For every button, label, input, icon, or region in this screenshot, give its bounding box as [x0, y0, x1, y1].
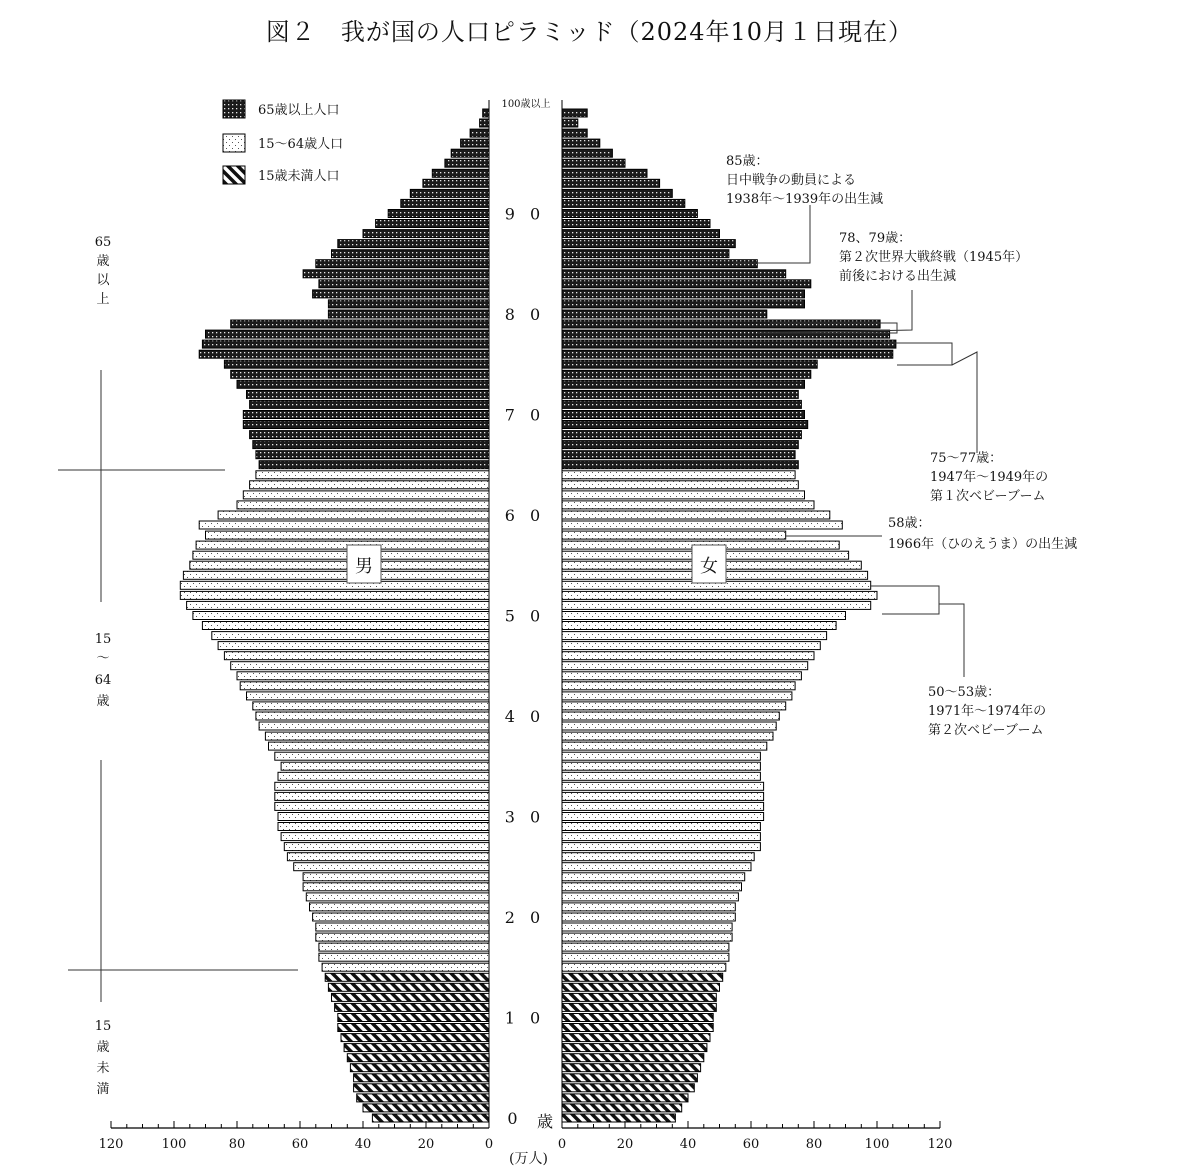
male-bar-age-60 — [218, 511, 489, 519]
male-bar-age-40 — [256, 712, 489, 720]
female-bar-age-1 — [562, 1104, 682, 1112]
x-tick-label-female-120: 120 — [927, 1137, 953, 1152]
female-bar-age-91 — [562, 199, 685, 207]
female-bar-age-82 — [562, 290, 805, 298]
female-bar-age-29 — [562, 823, 760, 831]
male-bar-age-15 — [322, 963, 489, 971]
female-bar-age-74 — [562, 370, 811, 378]
legend-label-young: 15歳未満人口 — [258, 169, 340, 184]
male-bar-age-45 — [231, 662, 489, 670]
female-bar-age-67 — [562, 441, 798, 449]
x-tick-label-male-100: 100 — [161, 1137, 187, 1152]
male-bar-age-56 — [193, 551, 489, 559]
x-tick-label-female-0: 0 — [557, 1137, 567, 1152]
male-bar-age-3 — [354, 1084, 489, 1092]
side-label-young-2: 歳 — [96, 1040, 110, 1055]
male-bar-age-69 — [243, 421, 489, 429]
male-bar-age-37 — [269, 742, 490, 750]
female-bar-age-16 — [562, 953, 729, 961]
female-bar-age-35 — [562, 762, 760, 770]
female-bar-age-90 — [562, 210, 697, 218]
female-bar-age-100 — [562, 109, 587, 117]
female-bar-age-81 — [562, 300, 805, 308]
male-bar-age-47 — [218, 642, 489, 650]
male-bar-age-5 — [350, 1064, 489, 1072]
male-bar-age-6 — [347, 1054, 489, 1062]
female-bar-age-62 — [562, 491, 805, 499]
male-bar-age-50 — [193, 612, 489, 620]
male-bar-age-67 — [253, 441, 489, 449]
female-bar-age-27 — [562, 843, 760, 851]
male-bar-age-82 — [313, 290, 489, 298]
female-bar-age-61 — [562, 501, 814, 509]
leader-85 — [733, 205, 810, 263]
age-tick-10: 1 0 — [504, 1008, 546, 1028]
side-label-young-3: 未 — [96, 1061, 110, 1076]
male-bar-age-83 — [319, 280, 489, 288]
annotation-75-77-line1: 75～77歳： — [930, 451, 1003, 466]
male-bar-age-59 — [199, 521, 489, 529]
male-bar-age-58 — [206, 531, 490, 539]
male-bar-age-20 — [313, 913, 489, 921]
male-bar-age-64 — [256, 471, 489, 479]
x-tick-label-male-80: 80 — [228, 1137, 246, 1152]
male-bar-age-71 — [250, 400, 489, 408]
female-bar-age-8 — [562, 1034, 710, 1042]
age-tick-50: 5 0 — [504, 606, 546, 626]
male-bar-age-16 — [319, 953, 489, 961]
female-bar-age-86 — [562, 250, 729, 258]
female-bar-age-80 — [562, 310, 767, 318]
male-bar-age-63 — [250, 481, 489, 489]
male-bar-age-25 — [294, 863, 489, 871]
annotation-58 — [888, 515, 1077, 552]
female-bar-age-96 — [562, 149, 612, 157]
side-label-old-2: 歳 — [96, 254, 110, 269]
female-bar-age-10 — [562, 1014, 713, 1022]
male-bar-age-87 — [338, 240, 489, 248]
male-bar-age-22 — [306, 893, 489, 901]
female-bar-age-6 — [562, 1054, 704, 1062]
annotation-75-77 — [930, 450, 1048, 504]
female-bar-age-18 — [562, 933, 732, 941]
female-bar-age-26 — [562, 853, 754, 861]
male-bar-age-74 — [231, 370, 489, 378]
legend-swatch-young — [223, 166, 245, 184]
female-bar-age-99 — [562, 119, 578, 127]
male-bar-age-14 — [325, 973, 489, 981]
male-bar-age-11 — [335, 1003, 489, 1011]
male-bar-age-84 — [303, 270, 489, 278]
female-bar-age-25 — [562, 863, 751, 871]
male-bar-age-30 — [278, 813, 489, 821]
male-bar-age-55 — [190, 561, 489, 569]
female-bar-age-15 — [562, 963, 726, 971]
male-bar-age-51 — [187, 601, 489, 609]
annotation-85-line3: 1938年～1939年の出生減 — [726, 192, 884, 207]
male-bar-age-24 — [303, 873, 489, 881]
male-bar-age-85 — [316, 260, 489, 268]
female-label — [692, 545, 726, 583]
annotation-50-53-line2: 1971年～1974年の — [928, 704, 1047, 719]
chart-title: 図２ 我が国の人口ピラミッド（2024年10月１日現在） — [265, 18, 914, 46]
annotation-58-line2: 1966年（ひのえうま）の出生減 — [888, 537, 1078, 552]
female-bar-age-30 — [562, 813, 764, 821]
male-bar-age-100 — [483, 109, 489, 117]
female-bar-age-9 — [562, 1024, 713, 1032]
male-bar-age-32 — [275, 792, 489, 800]
female-bar-age-4 — [562, 1074, 697, 1082]
male-bar-age-1 — [363, 1104, 489, 1112]
male-bar-age-75 — [224, 360, 489, 368]
male-bar-age-4 — [354, 1074, 489, 1082]
age-axis — [505, 205, 545, 1129]
male-bar-age-98 — [470, 129, 489, 137]
male-bar-age-31 — [275, 802, 489, 810]
female-label-text: 女 — [700, 556, 718, 577]
annotation-75-77-line2: 1947年～1949年の — [930, 470, 1049, 485]
male-bar-age-92 — [410, 189, 489, 197]
male-bar-age-33 — [275, 782, 489, 790]
male-bar-age-72 — [247, 390, 490, 398]
female-bar-age-32 — [562, 792, 764, 800]
annotation-85-line2: 日中戦争の動員による — [726, 173, 857, 188]
female-bar-age-38 — [562, 732, 773, 740]
female-bar-age-41 — [562, 702, 786, 710]
x-unit-label: (万人) — [509, 1151, 548, 1166]
male-bar-age-53 — [180, 581, 489, 589]
x-tick-label-male-60: 60 — [291, 1137, 309, 1152]
legend-label-work: 15～64歳人口 — [258, 137, 344, 152]
male-bar-age-77 — [202, 340, 489, 348]
female-bar-age-40 — [562, 712, 779, 720]
male-bar-age-46 — [224, 652, 489, 660]
side-label-work-2: ～ — [96, 651, 110, 666]
annotation-50-53-line3: 第２次ベビーブーム — [928, 723, 1044, 738]
female-bar-age-92 — [562, 189, 672, 197]
female-bar-age-64 — [562, 471, 795, 479]
male-bar-age-76 — [199, 350, 489, 358]
female-bar-age-42 — [562, 692, 792, 700]
female-bar-age-43 — [562, 682, 795, 690]
female-bar-age-44 — [562, 672, 801, 680]
side-label-young-4: 満 — [96, 1082, 110, 1097]
male-bar-age-88 — [363, 230, 489, 238]
male-bar-age-78 — [206, 330, 490, 338]
female-bar-age-98 — [562, 129, 587, 137]
female-bar-age-97 — [562, 139, 600, 147]
female-bar-age-24 — [562, 873, 745, 881]
female-bar-age-49 — [562, 622, 836, 630]
male-bar-age-96 — [451, 149, 489, 157]
female-bar-age-21 — [562, 903, 735, 911]
side-label-old-1: 65 — [94, 235, 112, 250]
male-bar-age-36 — [275, 752, 489, 760]
male-bar-age-79 — [231, 320, 489, 328]
female-bar-age-93 — [562, 179, 660, 187]
male-bar-age-29 — [278, 823, 489, 831]
male-bar-age-49 — [202, 622, 489, 630]
female-bar-age-17 — [562, 943, 729, 951]
female-bar-age-2 — [562, 1094, 688, 1102]
male-bar-age-52 — [180, 591, 489, 599]
male-bar-age-2 — [357, 1094, 489, 1102]
male-bar-age-10 — [338, 1014, 489, 1022]
female-bar-age-60 — [562, 511, 830, 519]
female-bar-age-34 — [562, 772, 760, 780]
female-bar-age-12 — [562, 993, 716, 1001]
side-label-young — [95, 1019, 112, 1097]
x-tick-label-female-40: 40 — [679, 1137, 697, 1152]
male-bar-age-28 — [281, 833, 489, 841]
leader-75-77 — [882, 343, 977, 453]
female-bar-age-46 — [562, 652, 814, 660]
side-label-work-3: 64 — [94, 673, 112, 688]
male-bar-age-65 — [259, 461, 489, 469]
side-label-young-1: 15 — [94, 1019, 112, 1034]
legend — [223, 100, 343, 184]
female-bar-age-7 — [562, 1044, 707, 1052]
female-bar-age-79 — [562, 320, 880, 328]
female-bar-age-51 — [562, 601, 871, 609]
male-bar-age-44 — [237, 672, 489, 680]
male-bar-age-21 — [310, 903, 490, 911]
annotation-78-79 — [839, 230, 1028, 284]
female-bar-age-66 — [562, 451, 795, 459]
age-tick-80: 8 0 — [504, 305, 546, 324]
side-label-old — [95, 235, 112, 307]
legend-swatch-old — [223, 100, 245, 118]
x-tick-label-male-40: 40 — [354, 1137, 372, 1152]
male-bar-age-48 — [212, 632, 489, 640]
female-bar-age-39 — [562, 722, 776, 730]
female-bar-age-59 — [562, 521, 842, 529]
x-tick-label-female-60: 60 — [742, 1137, 760, 1152]
female-bar-age-75 — [562, 360, 817, 368]
age-tick-20: 2 0 — [504, 908, 546, 927]
male-bar-age-13 — [328, 983, 489, 991]
female-bar-age-85 — [562, 260, 757, 268]
female-bar-age-89 — [562, 220, 710, 228]
female-bar-age-94 — [562, 169, 647, 177]
male-bar-age-81 — [328, 300, 489, 308]
annotation-58-line1: 58歳： — [888, 516, 931, 531]
age-tick-30: 3 0 — [504, 807, 546, 827]
male-bar-age-91 — [401, 199, 489, 207]
female-bar-age-72 — [562, 390, 798, 398]
female-bar-age-76 — [562, 350, 893, 358]
female-bar-age-36 — [562, 752, 760, 760]
annotation-78-79-line3: 前後における出生減 — [839, 269, 957, 284]
age-tick-40: 4 0 — [504, 707, 546, 726]
male-bar-age-68 — [250, 431, 489, 439]
annotation-75-77-line3: 第１次ベビーブーム — [930, 489, 1046, 504]
annotation-85-line1: 85歳： — [726, 154, 769, 169]
female-bar-age-50 — [562, 612, 846, 620]
female-bar-age-45 — [562, 662, 808, 670]
annotation-78-79-line2: 第２次世界大戦終戦（1945年） — [839, 250, 1029, 265]
male-bar-age-35 — [281, 762, 489, 770]
female-bar-age-0 — [562, 1114, 675, 1122]
female-bar-age-28 — [562, 833, 760, 841]
female-bar-age-3 — [562, 1084, 694, 1092]
male-bar-age-70 — [243, 411, 489, 419]
male-bar-age-12 — [332, 993, 490, 1001]
x-tick-label-female-80: 80 — [805, 1137, 823, 1152]
age-unit-label: 歳 — [537, 1112, 554, 1131]
female-bar-age-22 — [562, 893, 738, 901]
x-tick-label-male-0: 0 — [484, 1137, 494, 1152]
male-bar-age-57 — [196, 541, 489, 549]
side-label-old-3: 以 — [96, 273, 110, 288]
x-tick-label-female-100: 100 — [864, 1137, 890, 1152]
female-bar-age-63 — [562, 481, 798, 489]
male-bar-age-90 — [388, 210, 489, 218]
age-tick-60: 6 0 — [504, 506, 546, 525]
female-bar-age-20 — [562, 913, 735, 921]
female-bar-age-69 — [562, 421, 808, 429]
male-bar-age-42 — [247, 692, 490, 700]
female-bar-age-33 — [562, 782, 764, 790]
male-bar-age-39 — [259, 722, 489, 730]
male-bar-age-43 — [240, 682, 489, 690]
female-bar-age-31 — [562, 802, 764, 810]
female-bar-age-58 — [562, 531, 786, 539]
male-bar-age-7 — [344, 1044, 489, 1052]
male-bar-age-19 — [316, 923, 489, 931]
male-bar-age-8 — [341, 1034, 489, 1042]
age-tick-70: 7 0 — [504, 405, 546, 425]
female-bar-age-52 — [562, 591, 877, 599]
male-bar-age-62 — [243, 491, 489, 499]
age-tick-0: 0 — [507, 1109, 523, 1128]
male-bar-age-17 — [319, 943, 489, 951]
female-bar-age-37 — [562, 742, 767, 750]
legend-swatch-work — [223, 134, 245, 152]
female-bar-age-65 — [562, 461, 798, 469]
male-label-text: 男 — [355, 556, 373, 577]
male-bar-age-34 — [278, 772, 489, 780]
x-tick-label-male-20: 20 — [417, 1137, 435, 1152]
male-bar-age-80 — [328, 310, 489, 318]
female-bar-age-70 — [562, 411, 805, 419]
leader-50-53 — [870, 586, 964, 677]
female-bar-age-48 — [562, 632, 827, 640]
annotation-85 — [726, 153, 883, 207]
male-bar-age-38 — [265, 732, 489, 740]
side-label-work — [95, 632, 112, 709]
female-bar-age-87 — [562, 240, 735, 248]
side-label-old-4: 上 — [96, 292, 110, 307]
female-bar-age-95 — [562, 159, 625, 167]
male-bar-age-73 — [237, 380, 489, 388]
annotation-78-79-line1: 78、79歳： — [839, 231, 912, 246]
female-bar-age-11 — [562, 1003, 716, 1011]
side-label-work-4: 歳 — [96, 694, 110, 709]
male-bar-age-9 — [338, 1024, 489, 1032]
male-bar-age-27 — [284, 843, 489, 851]
female-bar-age-88 — [562, 230, 720, 238]
age-label-top: 100歳以上 — [501, 99, 551, 110]
female-bar-age-71 — [562, 400, 801, 408]
side-label-work-1: 15 — [94, 632, 112, 647]
x-tick-label-male-120: 120 — [98, 1137, 124, 1152]
male-bar-age-94 — [432, 169, 489, 177]
female-bar-age-14 — [562, 973, 723, 981]
female-bar-age-23 — [562, 883, 742, 891]
male-bar-age-93 — [423, 179, 489, 187]
x-tick-label-female-20: 20 — [616, 1137, 634, 1152]
male-bar-age-18 — [316, 933, 489, 941]
annotation-50-53-line1: 50～53歳： — [928, 685, 1001, 700]
female-bar-age-84 — [562, 270, 786, 278]
male-label — [347, 545, 381, 583]
male-bar-age-95 — [445, 159, 489, 167]
male-bar-age-97 — [461, 139, 489, 147]
female-bar-age-77 — [562, 340, 896, 348]
male-bar-age-61 — [237, 501, 489, 509]
male-bar-age-99 — [480, 119, 489, 127]
female-bar-age-68 — [562, 431, 801, 439]
male-bar-age-66 — [256, 451, 489, 459]
male-bar-age-23 — [303, 883, 489, 891]
female-bar-age-13 — [562, 983, 720, 991]
legend-label-old: 65歳以上人口 — [258, 103, 340, 118]
male-bar-age-26 — [287, 853, 489, 861]
female-bar-age-5 — [562, 1064, 701, 1072]
male-bar-age-86 — [332, 250, 490, 258]
female-bar-age-83 — [562, 280, 811, 288]
male-bar-age-89 — [376, 220, 489, 228]
male-bar-age-54 — [183, 571, 489, 579]
female-bar-age-19 — [562, 923, 732, 931]
female-bar-age-47 — [562, 642, 820, 650]
annotation-50-53 — [928, 684, 1046, 738]
female-bar-age-73 — [562, 380, 805, 388]
age-tick-90: 9 0 — [504, 204, 546, 224]
male-bar-age-41 — [253, 702, 489, 710]
male-bar-age-0 — [372, 1114, 489, 1122]
